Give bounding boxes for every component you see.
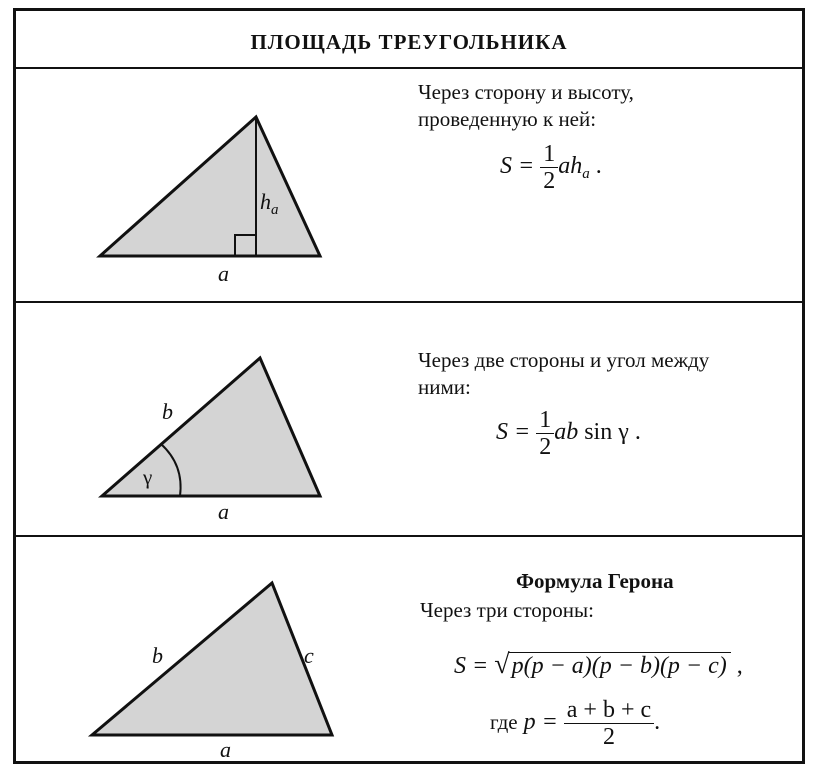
description-text: Через три стороны:: [420, 598, 594, 622]
triangle-height-figure: [16, 69, 416, 303]
base-label: a: [218, 261, 229, 286]
row-heron: [16, 537, 802, 764]
heron-title: Формула Герона: [516, 569, 674, 593]
triangle-shape: [92, 583, 332, 735]
description-text: Через две стороны и угол между ними:: [418, 348, 710, 399]
area-formula: S = $\frac{1}{2}$ $ah_a$ .: [500, 141, 602, 194]
base-label: a: [218, 499, 229, 524]
row-side-height: [16, 69, 802, 303]
area-formula: S = $\frac{1}{2}$ ab sin γ .: [496, 407, 641, 460]
triangle-angle-figure: [16, 303, 416, 537]
triangle-heron-figure: [16, 537, 416, 764]
page-title: ПЛОЩАДЬ ТРЕУГОЛЬНИКА: [16, 11, 802, 69]
side-b-label: b: [162, 399, 173, 424]
angle-label: γ: [143, 465, 153, 489]
formula-card: [13, 8, 805, 764]
row-two-sides-angle: [16, 303, 802, 537]
side-c-label: c: [304, 643, 314, 668]
heron-formula: S = √p(p − a)(p − b)(p − c) ,: [454, 649, 743, 680]
description-text: Через сторону и высоту, проведенную к ней:: [418, 80, 634, 131]
semiperimeter-formula: где p = $\frac{a + b + c}{2}$ .: [490, 697, 661, 750]
side-b-label: b: [152, 643, 163, 668]
base-label: a: [220, 737, 231, 762]
height-label: $h_a$: [260, 189, 279, 218]
triangle-shape: [102, 358, 320, 496]
triangle-shape: [100, 117, 320, 256]
